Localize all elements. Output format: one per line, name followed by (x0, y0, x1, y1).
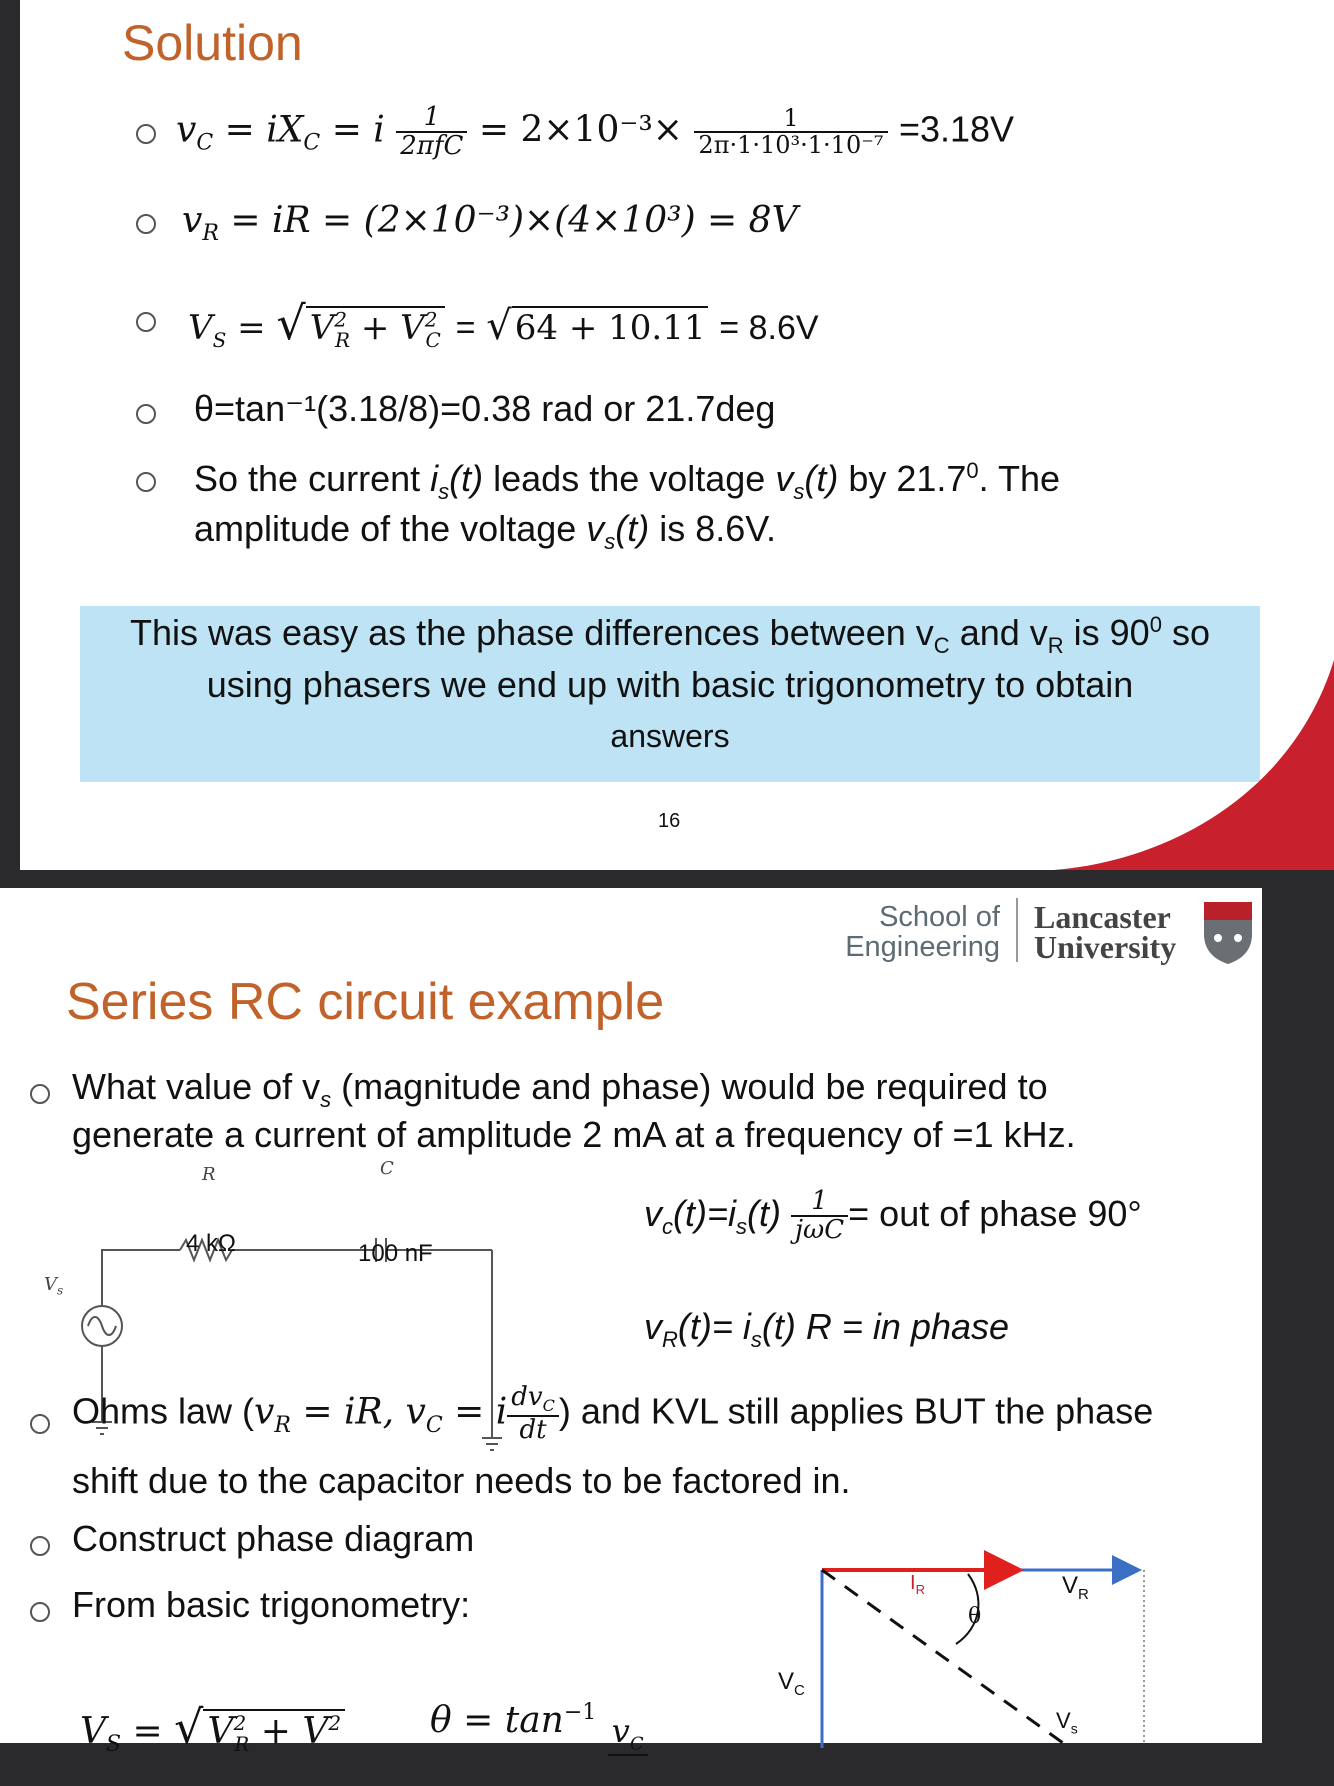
eq-text: + V (360, 308, 425, 348)
text-sup: 0 (1149, 612, 1162, 637)
text-sub: S (106, 1732, 122, 1758)
question-line-1 (72, 1066, 1048, 1113)
eq-sub: C (196, 130, 214, 156)
university-crest-icon (1200, 900, 1256, 966)
fraction-num: 1 (694, 106, 887, 133)
text-sub: R (234, 1732, 250, 1757)
text: I (910, 1572, 916, 1594)
equation-vs (188, 296, 819, 352)
fraction (608, 1712, 648, 1786)
question-line-2: generate a current of amplitude 2 mA at a frequency of =1 kHz. (72, 1114, 1076, 1155)
text-sub: R (1047, 633, 1064, 659)
sqrt-icon: √ (276, 296, 306, 350)
eq-result: = 8.6V (719, 309, 819, 347)
eq-result: =3.18V (898, 108, 1015, 150)
text-sub: s (320, 1087, 332, 1113)
eq-sub: C (303, 130, 321, 156)
text: V (1062, 1572, 1079, 1599)
equation-vr (182, 200, 798, 246)
fraction-num: dv (511, 1382, 543, 1412)
fraction-den: jωC (795, 1215, 845, 1246)
bullet-icon (136, 404, 156, 424)
text-sub: s (1070, 1720, 1078, 1737)
eq-text: = iX (224, 109, 304, 151)
logo-divider (1016, 898, 1018, 962)
text: V (1056, 1708, 1071, 1733)
fraction-den: 2π·1·10³·1·10⁻⁷ (698, 131, 884, 160)
text-sub: R (662, 1327, 678, 1353)
capacitor-value: 100 nF (358, 1240, 433, 1267)
eq-text: v (182, 200, 203, 241)
phasor-diagram (780, 1548, 1150, 1748)
text-sub: C (542, 1396, 555, 1416)
vc-label (778, 1668, 805, 1699)
text: V (44, 1274, 57, 1295)
eq-text: V (188, 308, 213, 348)
text-sup: 0 (966, 458, 979, 483)
bullet-icon (30, 1084, 50, 1104)
fraction-num: 1 (396, 104, 467, 133)
ir-label (910, 1572, 925, 1597)
text-sub: s (438, 479, 450, 505)
bullet-icon (136, 472, 156, 492)
ohms-law-line-2: shift due to the capacitor needs to be factored in. (72, 1460, 851, 1501)
vr-equation (644, 1306, 1009, 1353)
eq-sup: 2 (334, 307, 347, 332)
eq-text: = iR = (2×10⁻³)×(4×10³) = 8V (230, 200, 798, 241)
text: v (775, 458, 794, 499)
slide-series-rc (0, 888, 1262, 1758)
text: (t)=i (673, 1192, 736, 1234)
school-line-1: School of (879, 901, 1000, 933)
radicand (306, 306, 445, 352)
text-sub: s (736, 1214, 747, 1239)
school-line-2: Engineering (845, 931, 1000, 963)
text: (t) (747, 1192, 781, 1234)
source-label (44, 1274, 63, 1298)
text: amplitude of the voltage (194, 508, 587, 549)
radicand (203, 1709, 345, 1757)
resistor-value: 4 kΩ (186, 1230, 236, 1257)
text: (magnitude and phase) would be required to (331, 1066, 1048, 1107)
vs-phasor (822, 1570, 1070, 1748)
text-sub: R (915, 1582, 925, 1597)
fraction (396, 104, 467, 161)
page-number: 16 (658, 810, 681, 832)
callout-line-1 (80, 612, 1260, 659)
bottom-equation-theta (430, 1700, 648, 1786)
fraction-num: v (611, 1712, 630, 1750)
text: . The (978, 458, 1061, 499)
slide-title: Series RC circuit example (66, 973, 665, 1031)
text: v (644, 1306, 662, 1347)
callout-line-2: using phasers we end up with basic trigonometry to obtain (206, 664, 1134, 705)
resistor-label: R (202, 1164, 216, 1185)
text-sub: C (425, 1412, 443, 1438)
eq-text: = i (331, 109, 385, 151)
trig-line: From basic trigonometry: (72, 1584, 471, 1625)
uni-line-2: University (1034, 929, 1177, 965)
text: + V (260, 1711, 329, 1752)
text-sub: s (750, 1327, 762, 1353)
fraction-den: 2πfC (400, 131, 464, 162)
text: is 90 (1063, 612, 1150, 653)
text: so (1161, 612, 1210, 653)
eq-text: = (237, 308, 266, 348)
eq-text: v (176, 109, 197, 151)
fraction-den: dt (519, 1414, 547, 1445)
text-sub: R (274, 1412, 291, 1438)
text-sub: s (57, 1283, 64, 1298)
vs-label (1056, 1708, 1078, 1736)
eq-sup: 2 (424, 307, 438, 332)
text: and v (949, 612, 1048, 653)
text: This was easy as the phase differences between v (130, 612, 934, 653)
fraction (507, 1384, 559, 1444)
fraction (694, 106, 887, 158)
text-sup: −1 (563, 1700, 597, 1725)
eq-sub: C (425, 327, 441, 352)
construct-line: Construct phase diagram (72, 1518, 475, 1559)
equation-vc (176, 104, 1014, 161)
text: = out of phase 90° (848, 1192, 1142, 1234)
eq-text: = 2×10⁻³× (478, 109, 683, 151)
theta-label: θ (968, 1604, 982, 1629)
text: ) and KVL still applies BUT the phase (558, 1390, 1154, 1432)
vr-label (1062, 1572, 1089, 1603)
text: θ = tan (430, 1700, 564, 1741)
theta-line: θ=tan⁻¹(3.18/8)=0.38 rad or 21.7deg (194, 388, 776, 429)
text: by 21.7 (838, 458, 967, 499)
text: v (644, 1192, 662, 1234)
text: (t) (449, 458, 484, 499)
eq-sub: R (335, 327, 351, 352)
callout-line-3: answers (610, 718, 730, 754)
text: Ohms law ( (72, 1390, 255, 1432)
radicand: 64 + 10.11 (512, 306, 709, 348)
eq-sub: S (212, 327, 227, 352)
text: V (778, 1668, 795, 1695)
capacitor-label: C (380, 1158, 394, 1179)
eq-text: = (455, 309, 476, 347)
university-logo-text (1034, 899, 1177, 965)
text-sub: C (629, 1733, 644, 1755)
bullet-icon (136, 124, 156, 144)
leads-line-1 (194, 458, 1060, 505)
text: V (80, 1711, 106, 1752)
corner-accent-icon (1054, 660, 1334, 870)
sqrt-icon: √ (174, 1700, 204, 1754)
text: i (430, 458, 439, 499)
fraction-num: 1 (791, 1188, 848, 1217)
text: leads the voltage (483, 458, 776, 499)
text-sup: 2 (233, 1711, 247, 1735)
text-sub: s (793, 479, 805, 505)
text: (t) (615, 508, 650, 549)
bullet-icon (30, 1536, 50, 1556)
school-logo-text (836, 902, 1000, 962)
text: v (586, 508, 605, 549)
bullet-icon (136, 214, 156, 234)
text: (t)= i (677, 1306, 751, 1347)
uni-line-1: Lancaster (1034, 899, 1171, 935)
text-sub: R (1078, 1585, 1089, 1603)
text: = iR, v (290, 1391, 426, 1433)
slide-title: Solution (122, 15, 303, 71)
text-sub: c (662, 1214, 673, 1239)
eq-text: V (309, 308, 335, 348)
vc-equation (644, 1188, 1142, 1245)
fraction (791, 1188, 848, 1245)
bottom-equation-vs (80, 1700, 345, 1757)
text-sub: C (933, 633, 950, 659)
text: (t) R = in phase (761, 1306, 1010, 1347)
text: So the current (194, 458, 431, 499)
text: (t) (804, 458, 839, 499)
text-sub: s (604, 529, 616, 555)
text: v (254, 1391, 275, 1433)
text-sup: 2 (328, 1711, 342, 1735)
sqrt-icon: √ (486, 303, 512, 349)
bullet-icon (136, 312, 156, 332)
slide-solution (20, 0, 1334, 870)
text: What value of v (72, 1066, 321, 1107)
text: = i (442, 1391, 508, 1433)
eq-sub: R (202, 221, 219, 247)
text: is 8.6V. (649, 508, 777, 549)
text: = (132, 1711, 163, 1752)
leads-line-2 (194, 508, 776, 555)
ohms-law-line-1 (72, 1384, 1153, 1444)
bullet-icon (30, 1602, 50, 1622)
text: V (207, 1711, 234, 1752)
bullet-icon (30, 1414, 50, 1434)
text-sub: C (794, 1681, 805, 1699)
